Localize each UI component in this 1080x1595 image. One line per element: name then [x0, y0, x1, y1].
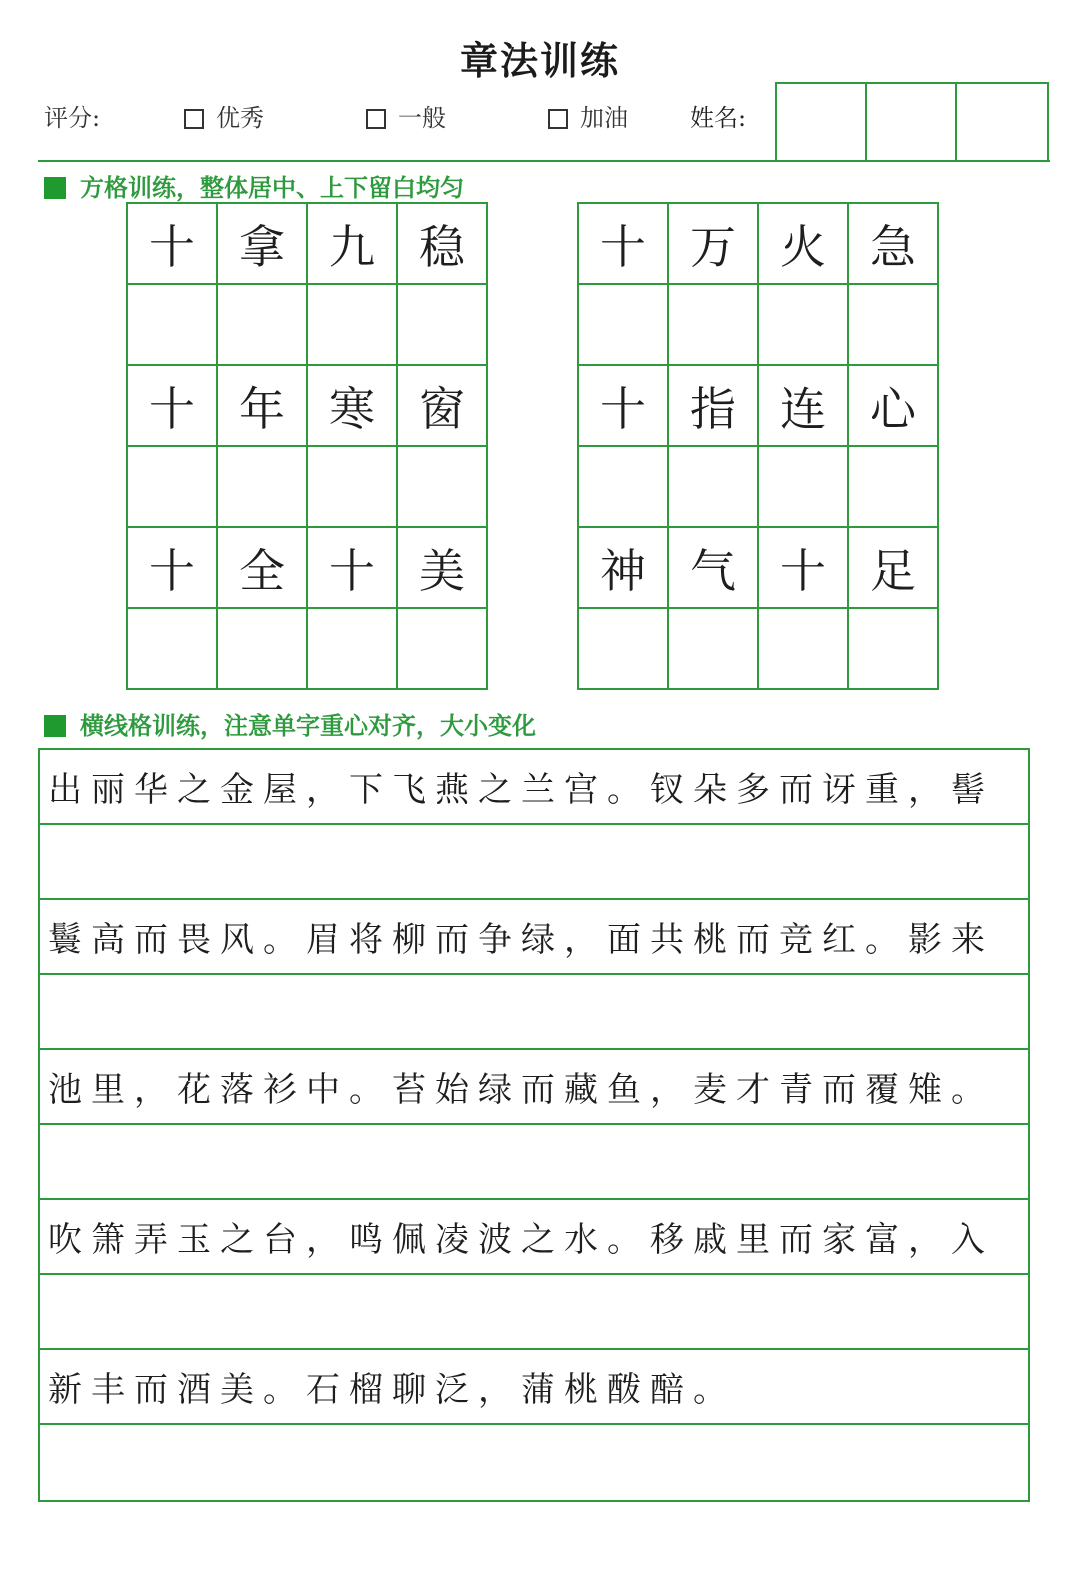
grid-cell-blank — [398, 285, 488, 366]
grid-cell-character: 十 — [128, 366, 218, 447]
lined-practice-area — [38, 748, 1030, 1502]
grid-cell-blank — [128, 447, 218, 528]
score-option-excellent[interactable]: 优秀 — [184, 98, 264, 133]
practice-line-text: 池里，花落衫中。苔始绿而藏鱼，麦才青而覆雉。 — [40, 1050, 1028, 1125]
grid-cell-blank — [849, 285, 939, 366]
grid-cell-blank — [398, 447, 488, 528]
section-heading-lined: 横线格训练，注意单字重心对齐，大小变化 — [44, 706, 536, 741]
practice-line-text: 吹箫弄玉之台，鸣佩凌波之水。移戚里而家富，入 — [40, 1200, 1028, 1275]
grid-cell-character: 九 — [308, 204, 398, 285]
square-grid-left — [126, 202, 488, 690]
grid-cell-blank — [308, 447, 398, 528]
grid-cell-character: 神 — [579, 528, 669, 609]
grid-cell-character: 足 — [849, 528, 939, 609]
grid-cell-blank — [128, 285, 218, 366]
grid-cell-character: 十 — [308, 528, 398, 609]
grid-cell-blank — [759, 447, 849, 528]
grid-cell-character: 万 — [669, 204, 759, 285]
grid-cell-blank — [218, 285, 308, 366]
grid-cell-character: 稳 — [398, 204, 488, 285]
grid-cell-character: 指 — [669, 366, 759, 447]
practice-line-blank — [40, 1425, 1028, 1500]
name-label: 姓名: — [690, 104, 747, 132]
grid-cell-character: 心 — [849, 366, 939, 447]
grid-cell-blank — [669, 609, 759, 690]
practice-line-text: 出丽华之金屋，下飞燕之兰宫。钗朵多而讶重，髻 — [40, 750, 1028, 825]
grid-cell-character: 十 — [759, 528, 849, 609]
grid-cell-character: 十 — [128, 204, 218, 285]
grid-cell-blank — [759, 609, 849, 690]
grid-cell-blank — [308, 609, 398, 690]
practice-line-text: 新丰而酒美。石榴聊泛，蒲桃酦醅。 — [40, 1350, 1028, 1425]
checkbox-icon[interactable] — [366, 109, 386, 129]
grid-cell-character: 火 — [759, 204, 849, 285]
name-box[interactable] — [957, 84, 1047, 160]
practice-line-blank — [40, 1125, 1028, 1200]
grid-cell-blank — [669, 285, 759, 366]
grid-cell-blank — [579, 447, 669, 528]
grid-cell-character: 连 — [759, 366, 849, 447]
grid-cell-blank — [669, 447, 759, 528]
grid-cell-blank — [759, 285, 849, 366]
checkbox-icon[interactable] — [184, 109, 204, 129]
grid-cell-character: 十 — [579, 366, 669, 447]
grid-cell-character: 十 — [579, 204, 669, 285]
name-box[interactable] — [777, 84, 867, 160]
grid-cell-blank — [218, 609, 308, 690]
score-label: 评分: — [44, 104, 101, 132]
square-bullet-icon — [44, 715, 66, 737]
grid-cell-character: 寒 — [308, 366, 398, 447]
grid-cell-character: 气 — [669, 528, 759, 609]
grid-cell-blank — [849, 609, 939, 690]
grid-cell-blank — [579, 285, 669, 366]
grid-cell-blank — [849, 447, 939, 528]
grid-cell-character: 十 — [128, 528, 218, 609]
score-option-try-harder[interactable]: 加油 — [548, 98, 628, 133]
grid-cell-blank — [218, 447, 308, 528]
grid-cell-blank — [128, 609, 218, 690]
grid-cell-blank — [398, 609, 488, 690]
grid-cell-blank — [308, 285, 398, 366]
page-title: 章法训练 — [459, 38, 620, 83]
name-boxes — [775, 82, 1049, 162]
grid-cell-character: 全 — [218, 528, 308, 609]
grid-cell-character: 拿 — [218, 204, 308, 285]
grid-cell-character: 美 — [398, 528, 488, 609]
name-box[interactable] — [867, 84, 957, 160]
grid-cell-character: 窗 — [398, 366, 488, 447]
score-option-average[interactable]: 一般 — [366, 98, 446, 133]
practice-line-blank — [40, 975, 1028, 1050]
square-bullet-icon — [44, 177, 66, 199]
practice-line-blank — [40, 1275, 1028, 1350]
practice-line-blank — [40, 825, 1028, 900]
grid-cell-character: 急 — [849, 204, 939, 285]
grid-cell-character: 年 — [218, 366, 308, 447]
header-divider — [38, 160, 1050, 162]
square-grid-right — [577, 202, 939, 690]
section-heading-square-grid: 方格训练，整体居中、上下留白均匀 — [44, 168, 464, 203]
grid-cell-blank — [579, 609, 669, 690]
checkbox-icon[interactable] — [548, 109, 568, 129]
practice-line-text: 鬟高而畏风。眉将柳而争绿，面共桃而竞红。影来 — [40, 900, 1028, 975]
